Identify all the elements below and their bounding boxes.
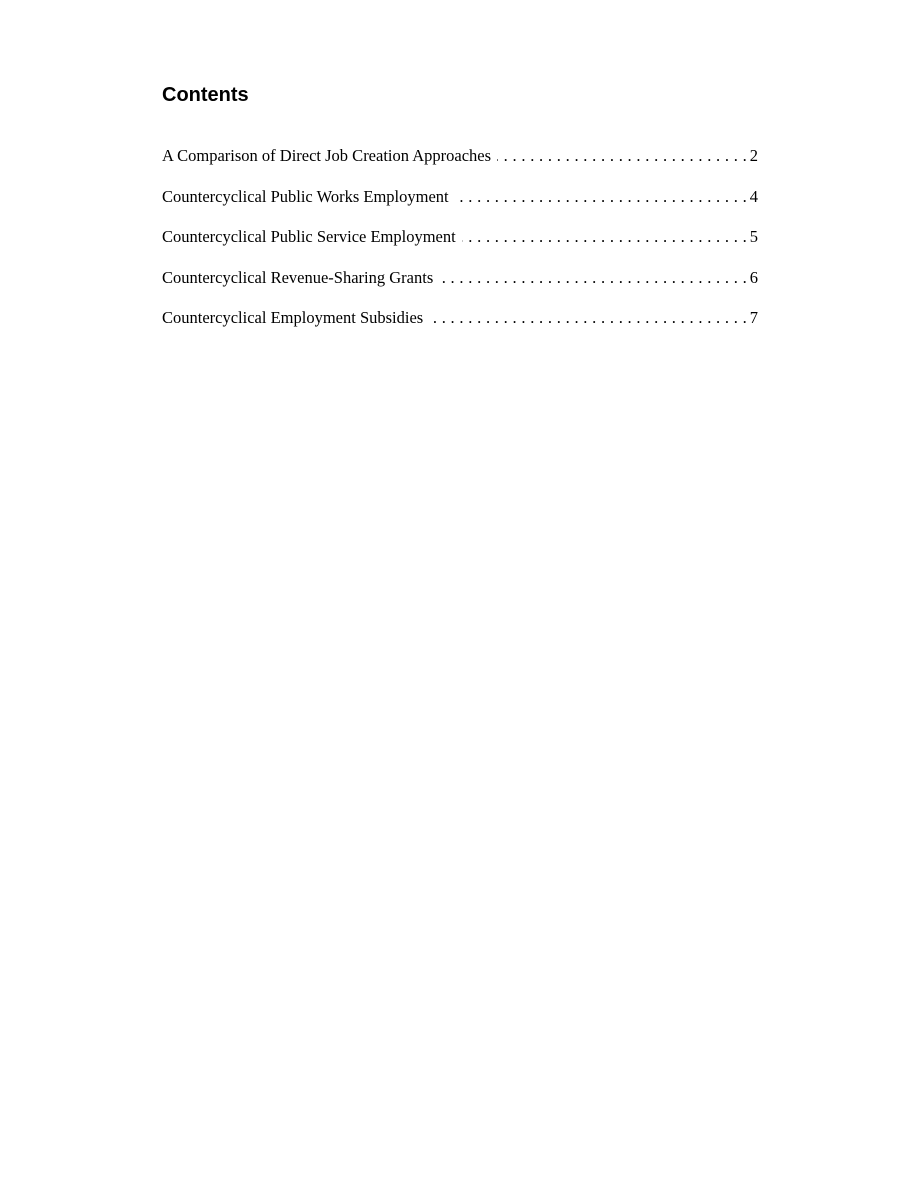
contents-heading: Contents [162,84,249,106]
toc-entry-title: Countercyclical Public Works Employment [162,186,449,206]
toc-entry-page-number: 4 [749,186,758,206]
toc-entry-title: Countercyclical Revenue-Sharing Grants [162,267,434,287]
toc-entry[interactable] [162,265,758,306]
toc-entry-title: Countercyclical Public Service Employment [162,227,456,246]
toc-entry[interactable] [162,305,758,346]
toc-dot-leader [462,224,747,250]
toc-entry-page-number: 7 [749,308,758,327]
toc-entry-page-number: 5 [749,227,758,246]
toc-entry-title: A Comparison of Direct Job Creation Approaches [162,146,492,165]
toc-dot-leader [455,184,747,210]
toc-dot-leader [439,265,747,291]
toc-entry[interactable] [162,224,758,265]
toc-entry[interactable] [162,143,758,184]
toc-entry[interactable] [162,184,758,225]
toc-list [162,143,758,346]
toc-dot-leader [497,143,747,169]
toc-entry-page-number: 6 [749,267,758,287]
toc-entry-title: Countercyclical Employment Subsidies [162,308,424,327]
table-of-contents [162,82,758,327]
toc-entry-page-number: 2 [749,146,758,165]
toc-dot-leader [429,305,747,331]
